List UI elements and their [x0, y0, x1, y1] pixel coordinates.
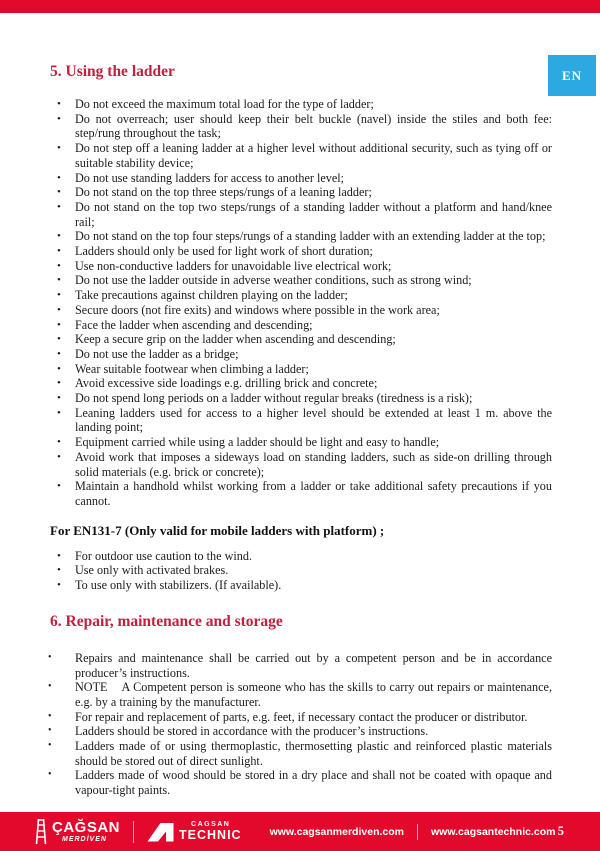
- section-6-title: 6. Repair, maintenance and storage: [50, 612, 283, 630]
- list-item: • Do not use the ladder as a bridge;: [50, 347, 552, 362]
- list-item: • Do not overreach; user should keep their belt buckle (navel) inside the stiles and both fee: step/rung throughout the task;: [50, 112, 552, 141]
- list-item: • Face the ladder when ascending and descending;: [50, 318, 552, 333]
- list-item: • NOTE A Competent person is someone who has the skills to carry out repairs or maintenance, e.g. by a training by the manufacturer.: [50, 680, 552, 709]
- list-item: • Ladders made of or using thermoplastic, thermosetting plastic and reinforced plastic materials should be stored out of direct sunlight.: [50, 739, 552, 768]
- en131-7-heading: For EN131-7 (Only valid for mobile ladders with platform) ;: [50, 522, 385, 538]
- cagsan-merdiven-logo: [34, 818, 120, 845]
- list-item: • Maintain a handhold whilst working from a ladder or take additional safety precautions if you cannot.: [50, 479, 552, 508]
- list-item: • Leaning ladders used for access to a higher level should be extended at least 1 m. above the landing point;: [50, 406, 552, 435]
- technic-website-link[interactable]: www.cagsantechnic.com: [431, 825, 556, 838]
- list-item: • Secure doors (not fire exits) and windows where possible in the work area;: [50, 303, 552, 318]
- list-item: • Use non-conductive ladders for unavoidable live electrical work;: [50, 259, 552, 274]
- ladder-icon: [34, 818, 48, 845]
- language-tab-en[interactable]: EN: [548, 55, 596, 96]
- brand-sub-merdiven: MERDİVEN: [62, 836, 107, 843]
- list-item: • Ladders made of wood should be stored in a dry place and shall not be coated with opaque and vapour-tight paints.: [50, 768, 552, 797]
- list-item: • Repairs and maintenance shall be carried out by a competent person and be in accordance producer’s instructions.: [50, 651, 552, 680]
- list-item: • For repair and replacement of parts, e.g. feet, if necessary contact the producer or distributor.: [50, 710, 552, 725]
- list-item: • For outdoor use caution to the wind.: [50, 549, 552, 564]
- section-5-list: [50, 97, 552, 509]
- en131-7-list: [50, 549, 552, 593]
- section-6-list: [50, 651, 552, 798]
- list-item: • Do not stand on the top four steps/rungs of a standing ladder with an extending ladder at the top;: [50, 229, 552, 244]
- list-item: • Do not use the ladder outside in adverse weather conditions, such as strong wind;: [50, 273, 552, 288]
- list-item: • Ladders should be stored in accordance with the producer’s instructions.: [50, 724, 552, 739]
- list-item: • Do not spend long periods on a ladder without regular breaks (tiredness is a risk);: [50, 391, 552, 406]
- footer-bar: [0, 812, 600, 851]
- page-content: [0, 13, 600, 798]
- list-item: • Avoid excessive side loadings e.g. drilling brick and concrete;: [50, 376, 552, 391]
- list-item: • Use only with activated brakes.: [50, 563, 552, 578]
- list-item: • Take precautions against children playing on the ladder;: [50, 288, 552, 303]
- page-number: 5: [557, 824, 564, 838]
- merdiven-website-link[interactable]: www.cagsanmerdiven.com: [269, 825, 404, 838]
- cagsan-technic-logo: [147, 821, 242, 842]
- footer-divider: [133, 821, 134, 843]
- section-5-title: 5. Using the ladder: [50, 63, 175, 80]
- footer-url-divider: [417, 824, 418, 840]
- list-item: • Do not stand on the top two steps/rungs of a standing ladder without a platform and hand/knee rail;: [50, 200, 552, 229]
- list-item: • Do not exceed the maximum total load for the type of ladder;: [50, 97, 552, 112]
- brand2-bottom-technic: TECHNIC: [179, 828, 242, 843]
- list-item: • Ladders should only be used for light work of short duration;: [50, 244, 552, 259]
- list-item: • Equipment carried while using a ladder should be light and easy to handle;: [50, 435, 552, 450]
- list-item: • Do not use standing ladders for access to another level;: [50, 171, 552, 186]
- list-item: • Wear suitable footwear when climbing a ladder;: [50, 362, 552, 377]
- list-item: • Keep a secure grip on the ladder when ascending and descending;: [50, 332, 552, 347]
- list-item: • Do not step off a leaning ladder at a higher level without additional security, such as tying off or suitable stability device;: [50, 141, 552, 170]
- footer-urls: [270, 824, 556, 840]
- top-red-bar: [0, 0, 600, 13]
- brand2-top-cagsan: CAGSAN: [191, 821, 231, 829]
- technic-logo-icon: [147, 822, 174, 842]
- list-item: • Do not stand on the top three steps/rungs of a leaning ladder;: [50, 185, 552, 200]
- list-item: • To use only with stabilizers. (If available).: [50, 578, 552, 593]
- list-item: • Avoid work that imposes a sideways load on standing ladders, such as side-on drilling through solid materials (e.g. brick or concrete);: [50, 450, 552, 479]
- brand-name-cagsan: ÇAĞSAN: [52, 819, 121, 836]
